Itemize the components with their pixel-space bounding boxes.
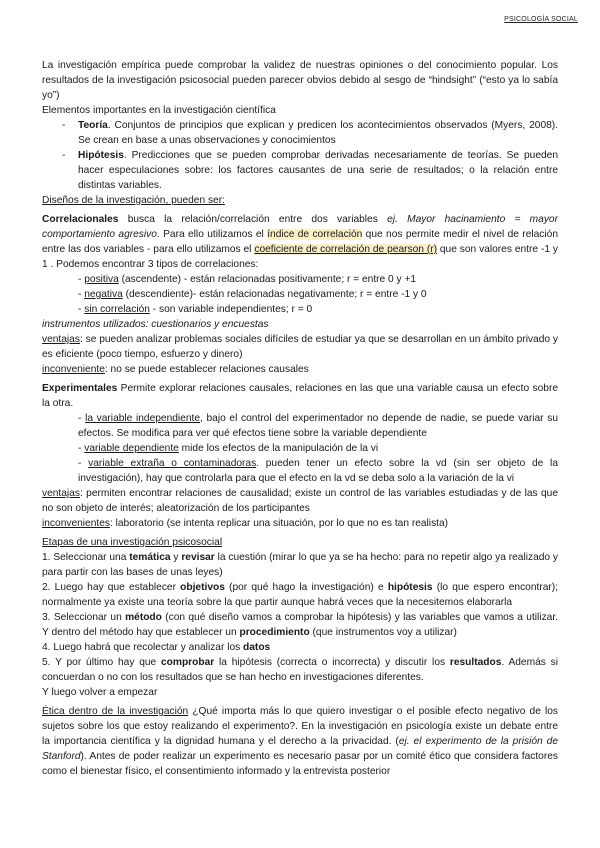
- etapa-text: 2. Luego hay que establecer: [42, 582, 181, 593]
- ventajas-text: : permiten encontrar relaciones de causalidad; existe un control de las variables estudiadas y de las que no son objeto de interés; aleatorización de los participantes: [42, 488, 558, 514]
- variable-name: variable extraña o contaminadoras: [88, 458, 257, 469]
- etica-text-2: ). Antes de poder realizar un experimento es necesario pasar por un comité ético que considera factores como el bienestar físico, el consentimiento informado y la entrevista posterior: [42, 751, 558, 777]
- etapa-keyword: hipótesis: [387, 582, 433, 593]
- etapa-text: la hipótesis (correcta o incorrecta) y discutir los: [214, 657, 450, 668]
- course-label: PSICOLOGÍA SOCIAL: [504, 16, 578, 23]
- instruments-text: instrumentos utilizados: cuestionarios y encuestas: [42, 319, 269, 330]
- intro-paragraph: La investigación empírica puede comprobar la validez de nuestras opiniones o del conocimiento popular. Los resultados de la investigación psicosocial pueden parecer obvios debido al sesgo de “hindsight” (“esto ya lo sabía yo”): [42, 60, 558, 101]
- etapa-keyword: temática: [129, 552, 171, 563]
- variable-item: - la variable independiente, bajo el control del experimentador no depende de nadie, se puede variar su efectos. Se modifica para ver qué efectos tiene sobre la variable dependiente: [78, 413, 558, 439]
- etapa-keyword: comprobar: [161, 657, 215, 668]
- inconveniente-label: inconveniente: [42, 364, 105, 375]
- correlacionales-example: ej. Mayor hacinamiento = mayor comportamiento agresivo: [42, 214, 558, 240]
- etapa-text: (lo que espero encontrar); normalmente ya existe una teoría sobre la que partir aunque habrá veces que la necesitemos elaborarla: [42, 582, 558, 608]
- variable-name: la variable independiente: [85, 413, 201, 424]
- elements-title: Elementos importantes en la investigación científica: [42, 105, 276, 116]
- correlation-type-item: - sin correlación - son variable independientes; r = 0: [78, 304, 313, 315]
- etapa-text: 4. Luego habrá que recolectar y analizar los: [42, 642, 244, 653]
- correlation-type-desc: (ascendente) - están relacionadas positivamente; r = entre 0 y +1: [118, 274, 417, 285]
- etapa-text: 1. Seleccionar una: [42, 552, 130, 563]
- etica-example: ej. el experimento de la prisión de Stanford: [42, 736, 558, 762]
- correlacionales-text-1: busca la relación/correlación entre dos variables: [118, 214, 388, 225]
- correlacionales-text-2: . Para ello utilizamos el: [156, 229, 268, 240]
- correlacionales-inconveniente: [42, 362, 558, 377]
- bullet-dash: -: [62, 120, 66, 131]
- instruments-line: [42, 317, 558, 332]
- experimentales-paragraph: [42, 381, 558, 411]
- inconvenientes-text: : laboratorio (se intenta replicar una situación, por lo que no es tan realista): [109, 518, 449, 529]
- correlation-type-name: negativa: [84, 289, 123, 300]
- variable-item: - variable dependiente mide los efectos de la manipulación de la vi: [78, 443, 379, 454]
- etapa-2: [42, 580, 558, 610]
- correlation-type-name: positiva: [84, 274, 119, 285]
- etapa-keyword: datos: [243, 642, 271, 653]
- pearson-highlight: coeficiente de correlación de pearson (r): [254, 244, 437, 255]
- etapa-text: y: [170, 552, 182, 563]
- experimentales-ventajas: [42, 486, 558, 516]
- correlacionales-text-4: que son valores entre -1 y 1 . Podemos encontrar 3 tipos de correlaciones:: [42, 244, 558, 270]
- etica-paragraph: [42, 704, 558, 779]
- etapa-keyword: objetivos: [180, 582, 225, 593]
- bullet-teoria: [62, 118, 558, 148]
- correlation-type-item: - negativa (descendiente)- están relacionadas negativamente; r = entre -1 y 0: [78, 289, 427, 300]
- etapa-1: [42, 550, 558, 580]
- ventajas-label: ventajas: [42, 334, 80, 345]
- etapa-keyword: revisar: [181, 552, 215, 563]
- etapa-text: (con qué diseño vamos a comprobar la hipótesis) y las variables que vamos a utilizar. Y dentro del método hay que establecer un: [42, 612, 558, 638]
- variable-desc: . pueden tener un efecto sobre la vd (sin ser objeto de la investigación), hay que controlarla para que el efecto en la vd se deba solo a la variación de la vi: [78, 458, 558, 484]
- bullet-dash: -: [62, 150, 66, 161]
- hipotesis-term: Hipótesis: [78, 150, 124, 161]
- etapa-keyword: procedimiento: [239, 627, 310, 638]
- etapa-keyword: resultados: [449, 657, 502, 668]
- etapa-4: [42, 640, 558, 655]
- etapa-text: (que instrumentos voy a utilizar): [309, 627, 457, 638]
- correlacionales-term: Correlacionales: [42, 214, 119, 225]
- correlacionales-text-3: que nos permite medir el nivel de relación entre las dos variables - para ello utilizamos el: [42, 229, 558, 255]
- ventajas-text: : se pueden analizar problemas sociales difíciles de estudiar ya que se desarrollan en un ámbito privado y es eficiente (poco tiempo, esfuerzo y dinero): [42, 334, 558, 360]
- etapa-5: [42, 655, 558, 685]
- etica-text-1: ¿Qué importa más lo que quiero investigar o el posible efecto negativo de los sujetos sobre los que estoy realizando el experimento?. En la investigación en psicología existe un debate entre la importancia científica y la dignidad humana y el derecho a la privacidad. (: [42, 706, 559, 747]
- etica-heading: Ética dentro de la investigación: [42, 706, 189, 717]
- etapa-text: 5. Y por último hay que: [42, 657, 162, 668]
- inconvenientes-label: inconvenientes: [42, 518, 110, 529]
- etapa-3: [42, 610, 558, 640]
- disenos-heading: Diseños de la investigación, pueden ser:: [42, 195, 225, 206]
- variable-name: variable dependiente: [84, 443, 179, 454]
- correlation-type-desc: - son variable independientes; r = 0: [149, 304, 313, 315]
- correlation-type-item: - positiva (ascendente) - están relacionadas positivamente; r = entre 0 y +1: [78, 274, 417, 285]
- teoria-term: Teoría: [78, 120, 108, 131]
- etapas-end: Y luego volver a empezar: [42, 687, 158, 698]
- variable-item: - variable extraña o contaminadoras. pueden tener un efecto sobre la vd (sin ser objeto de la investigación), hay que controlarla para que el efecto en la vd se deba solo a la variación de la vi: [78, 458, 558, 484]
- inconveniente-text: : no se puede establecer relaciones causales: [104, 364, 309, 375]
- experimentales-text: Permite explorar relaciones causales, relaciones en las que una variable causa un efecto sobre la otra.: [42, 383, 558, 409]
- indice-correlacion-highlight: índice de correlación: [267, 229, 363, 240]
- hipotesis-text: . Predicciones que se pueden comprobar derivadas necesariamente de teorías. Se pueden hacer especulaciones sobre: los factores causantes de una serie de resultados; o la relación entre distintas variables.: [78, 150, 558, 191]
- bullet-hipotesis: [62, 148, 558, 193]
- etapa-keyword: método: [125, 612, 162, 623]
- experimentales-term: Experimentales: [42, 383, 118, 394]
- variable-desc: mide los efectos de la manipulación de la vi: [178, 443, 379, 454]
- etapa-text: (por qué hago la investigación) e: [224, 582, 388, 593]
- correlation-type-desc: (descendiente)- están relacionadas negativamente; r = entre -1 y 0: [122, 289, 427, 300]
- etapas-heading: Etapas de una investigación psicosocial: [42, 537, 223, 548]
- experimentales-inconvenientes: [42, 516, 558, 531]
- correlacionales-ventajas: [42, 332, 558, 362]
- document-body: [42, 58, 558, 779]
- etapa-text: 3. Seleccionar un: [42, 612, 126, 623]
- etapa-text: la cuestión (mirar lo que ya se ha hecho: para no repetir algo ya realizado y para partir con las bases de unas leyes): [42, 552, 559, 578]
- etapa-text: . Además si concuerdan o no con los resultados que se han hecho en investigaciones diferentes.: [42, 657, 558, 683]
- ventajas-label: ventajas: [42, 488, 80, 499]
- variable-desc: , bajo el control del experimentador no depende de nadie, se puede variar su efectos. Se modifica para ver qué efectos tiene sobre la variable dependiente: [78, 413, 558, 439]
- correlacionales-paragraph: [42, 212, 558, 272]
- teoria-text: . Conjuntos de principios que explican y predicen los acontecimientos observados (Myers, 2008). Se crean en base a unas observaciones y conocimientos: [78, 120, 558, 146]
- correlation-type-name: sin correlación: [84, 304, 150, 315]
